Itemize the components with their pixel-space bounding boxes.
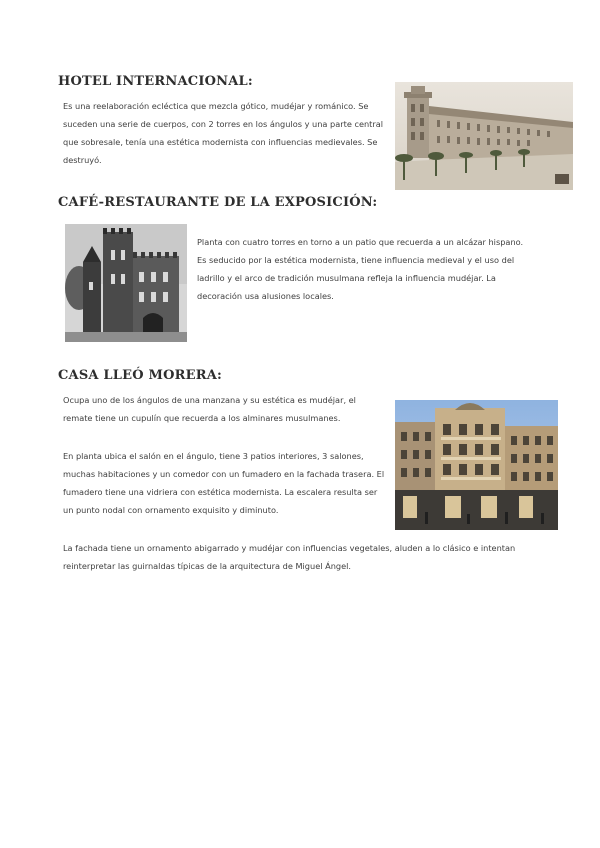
hotel-internacional-photo	[395, 82, 573, 190]
cafe-restaurante-photo	[65, 224, 187, 342]
section-title-cafe-restaurante: CAFÉ-RESTAURANTE DE LA EXPOSICIÓN:	[58, 195, 378, 210]
section-text-casa-lleo-morera-1: Ocupa uno de los ángulos de una manzana y su estética es mudéjar, el remate tiene un cupulín que recuerda a los alminares musulmanes.	[63, 395, 356, 423]
section-text-casa-lleo-morera-3: La fachada tiene un ornamento abigarrado y mudéjar con influencias vegetales, aluden a lo clásico e intentan reinterpretar las guirnaldas típicas de la arquitectura de Miguel Ángel.	[63, 543, 516, 571]
section-text-hotel-internacional: Es una reelaboración ecléctica que mezcla gótico, mudéjar y románico. Se suceden una serie de cuerpos, con 2 torres en los ángulos y una parte central que sobresale, tenía una estética modernista con influencias medievales. Se destruyó.	[63, 101, 384, 165]
section-text-casa-lleo-morera-2: En planta ubica el salón en el ángulo, tiene 3 patios interiores, 3 salones, muchas habitaciones y un comedor con un fumadero en la fachada trasera. El fumadero tiene una vidriera con estética modernista. La escalera resulta ser un punto nodal con ornamento exquisito y diminuto.	[63, 451, 385, 515]
section-title-casa-lleo-morera: CASA LLEÓ MORERA:	[58, 368, 222, 383]
casa-lleo-morera-photo	[395, 400, 558, 530]
section-title-hotel-internacional: HOTEL INTERNACIONAL:	[58, 74, 253, 89]
section-text-cafe-restaurante: Planta con cuatro torres en torno a un patio que recuerda a un alcázar hispano. Es seducido por la estética modernista, tiene influencia medieval y el uso del ladrillo y el arco de tradición musulmana refleja la influencia mudéjar. La decoración usa alusiones locales.	[197, 237, 524, 301]
